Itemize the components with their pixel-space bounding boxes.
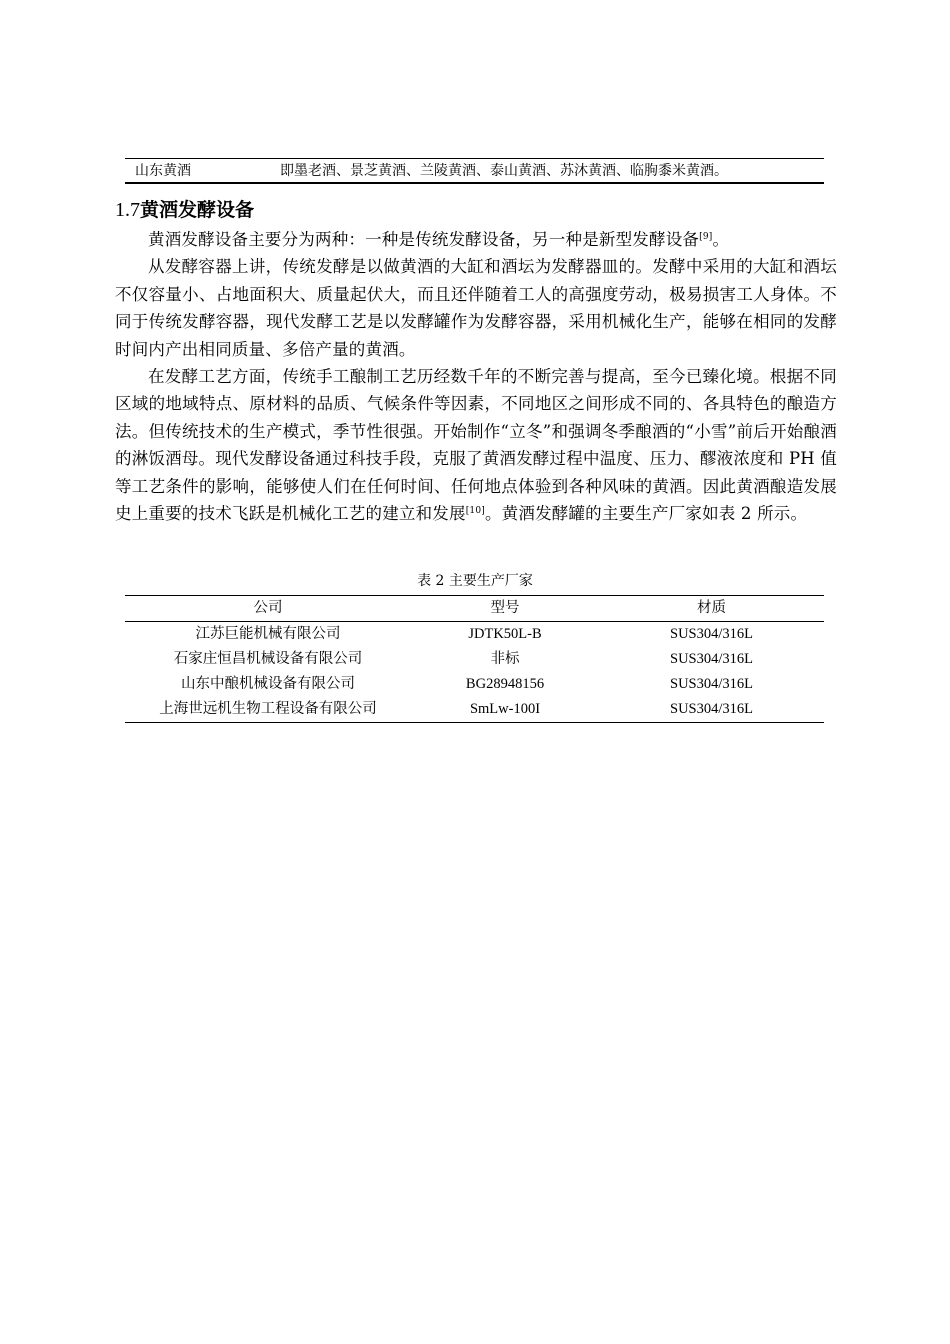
header-model: 型号 — [411, 596, 599, 622]
section-body — [115, 226, 837, 527]
cell-company: 上海世远机生物工程设备有限公司 — [159, 701, 377, 717]
cell-material: SUS304/316L — [670, 701, 753, 717]
table-header-row — [125, 596, 824, 622]
cell-model: BG28948156 — [465, 676, 545, 692]
table1-row-label: 山东黄酒 — [135, 163, 191, 179]
cell-material: SUS304/316L — [670, 676, 753, 692]
cell-company: 石家庄恒昌机械设备有限公司 — [173, 651, 363, 667]
table1-last-row — [125, 158, 824, 184]
cell-model: 非标 — [490, 651, 520, 667]
table-row — [125, 622, 824, 648]
citation: [10] — [465, 506, 485, 517]
cell-model: JDTK50L-B — [468, 626, 542, 642]
table-row — [125, 672, 824, 697]
cell-company: 山东中酿机械设备有限公司 — [181, 676, 355, 692]
paragraph: 从发酵容器上讲，传统发酵是以做黄酒的大缸和酒坛为发酵器皿的。发酵中采用的大缸和酒坛不仅容量小、占地面积大、质量起伏大，而且还伴随着工人的高强度劳动，极易损害工人身体。不同于传统发酵容器，现代发酵工艺是以发酵罐作为发酵容器，采用机械化生产，能够在相同的发酵时间内产出相同质量、多倍产量的黄酒。 — [115, 257, 837, 359]
cell-material: SUS304/316L — [670, 651, 753, 667]
paragraph: 黄酒发酵设备主要分为两种：一种是传统发酵设备，另一种是新型发酵设备[9]。 — [148, 230, 730, 249]
table-row — [125, 647, 824, 672]
section-heading — [115, 197, 254, 223]
header-company: 公司 — [125, 596, 411, 622]
section-title: 黄酒发酵设备 — [140, 199, 255, 221]
paragraph: 在发酵工艺方面，传统手工酿制工艺历经数千年的不断完善与提高，至今已臻化境。根据不同区域的地域特点、原材料的品质、气候条件等因素，不同地区之间形成不同的、各具特色的酿造方法。但传统技术的生产模式，季节性很强。开始制作“立冬”和强调冬季酿酒的“小雪”前后开始酿酒的淋饭酒母。现代发酵设备通过科技手段，克服了黄酒发酵过程中温度、压力、醪液浓度和 PH 值等工艺条件的影响，能够使人们在任何时间、任何地点体验到各种风味的黄酒。因此黄酒酿造发展史上重要的技术飞跃是机械化工艺的建立和发展[10]。黄酒发酵罐的主要生产厂家如表 2 所示。 — [115, 367, 837, 524]
cell-company: 江苏巨能机械有限公司 — [195, 626, 341, 642]
table2-caption: 表 2 主要生产厂家 — [417, 573, 533, 589]
cell-model: SmLw-100I — [469, 701, 541, 717]
table1-row-value: 即墨老酒、景芝黄酒、兰陵黄酒、泰山黄酒、苏沐黄酒、临朐黍米黄酒。 — [280, 163, 728, 179]
section-number: 1.7 — [115, 199, 140, 221]
manufacturers-table — [125, 595, 824, 723]
header-material: 材质 — [599, 596, 824, 622]
citation: [9] — [699, 232, 713, 242]
table-row — [125, 697, 824, 723]
cell-material: SUS304/316L — [670, 626, 753, 642]
